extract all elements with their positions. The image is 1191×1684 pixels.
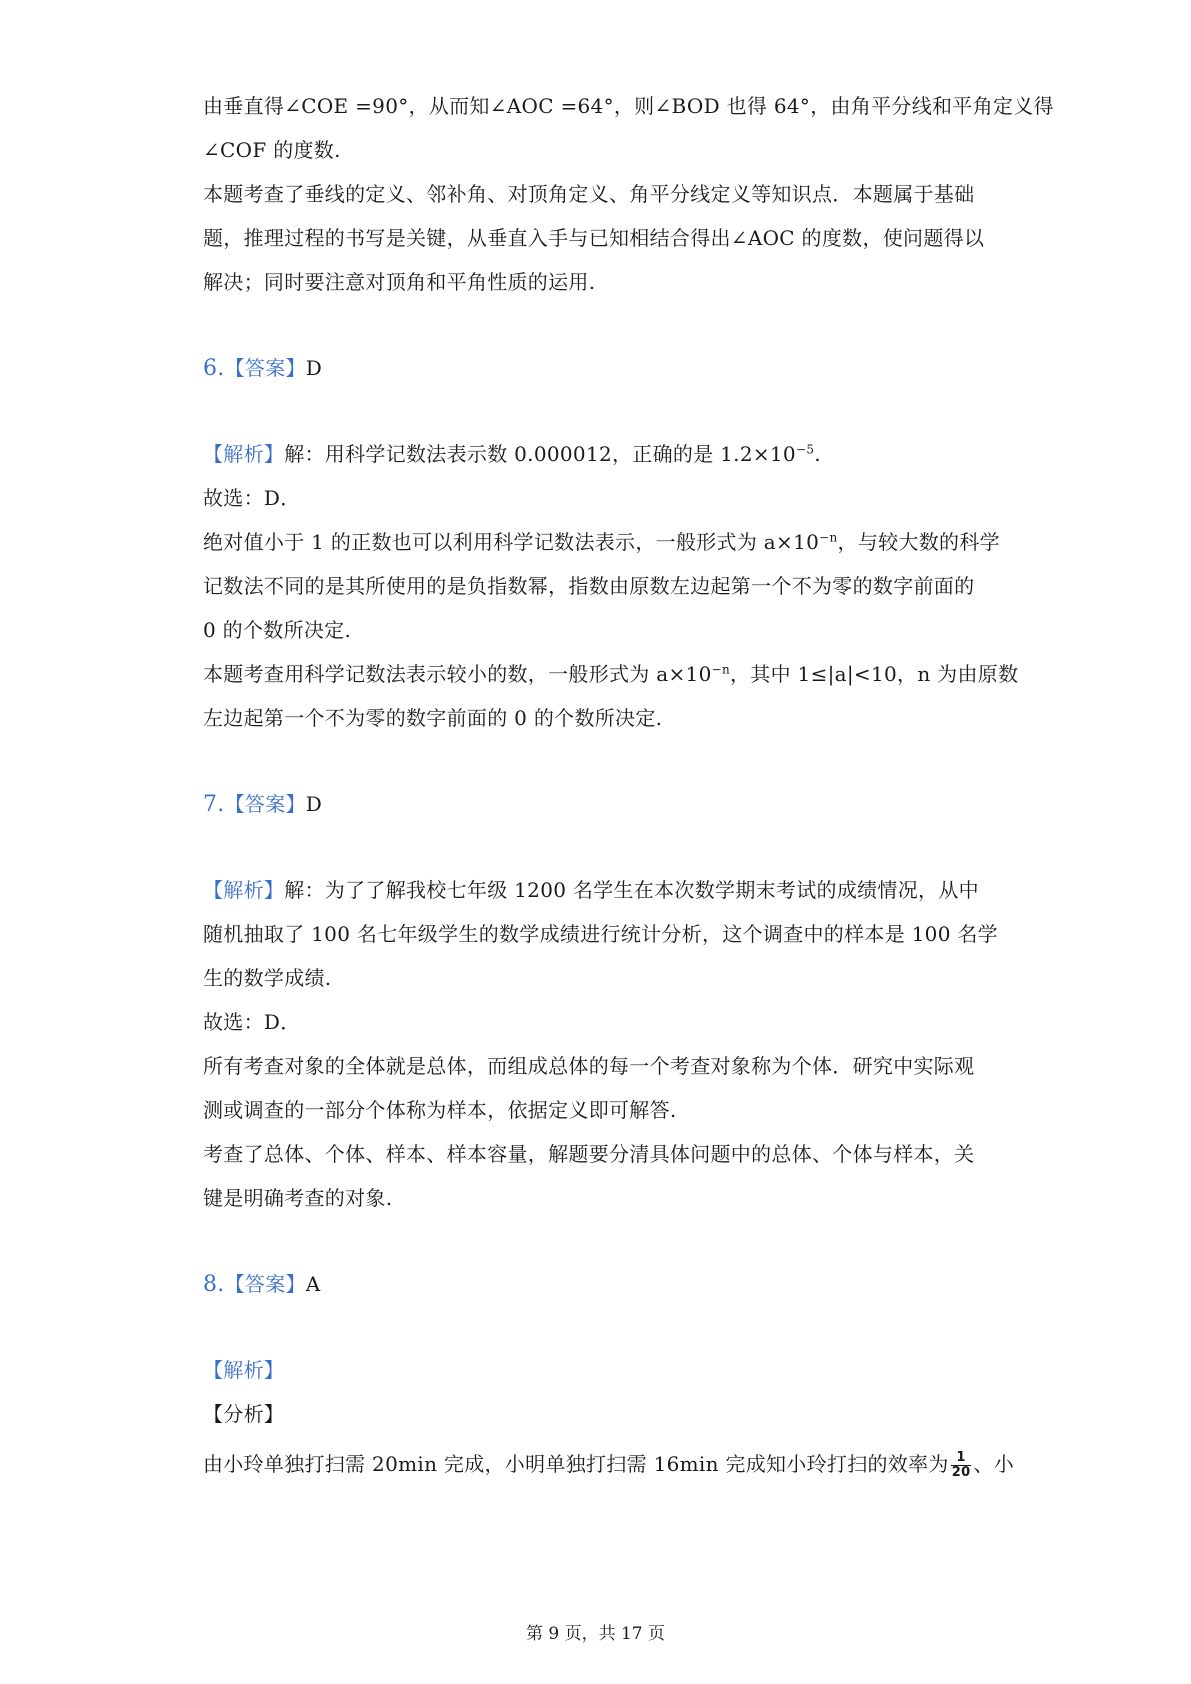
q8-line-1: 由小玲单独打扫需 20min 完成，小明单独打扫需 16min 完成知小玲打扫的效率为 $\frac{1}{20}$ 、小	[203, 1450, 1015, 1480]
q6-answer: D	[305, 356, 323, 380]
q7-line-5: 所有考查对象的全体就是总体，而组成总体的每一个考查对象称为个体．研究中实际观	[203, 1054, 975, 1078]
answer-label: 【答案】	[224, 792, 306, 816]
answer-label: 【答案】	[224, 1272, 306, 1296]
q6-answer-line	[203, 354, 1003, 383]
q7-answer: D	[305, 792, 323, 816]
analysis-label: 【解析】	[203, 442, 285, 466]
intro-line-3: 本题考查了垂线的定义、邻补角、对顶角定义、角平分线定义等知识点．本题属于基础	[203, 182, 975, 206]
answer-label: 【答案】	[224, 356, 306, 380]
intro-line-1: 由垂直得∠COE =90°，从而知∠AOC =64°，则∠BOD 也得 64°，由角平分线和平角定义得	[203, 94, 1054, 118]
q7-line-2: 随机抽取了 100 名七年级学生的数学成绩进行统计分析，这个调查中的样本是 100 名学	[203, 922, 998, 946]
intro-line-2: ∠COF 的度数.	[203, 138, 341, 162]
q6-number: 6.	[203, 356, 225, 381]
intro-line-5: 解决；同时要注意对顶角和平角性质的运用.	[203, 270, 596, 294]
q7-line-3: 生的数学成绩.	[203, 966, 332, 990]
q8-number: 8.	[203, 1272, 225, 1297]
q6-line-4: 记数法不同的是其所使用的是负指数幂，指数由原数左边起第一个不为零的数字前面的	[203, 574, 975, 598]
q6-analysis-line-1: 【解析】解：用科学记数法表示数 0.000012，正确的是 $1.2\times 10^{-5}$.	[203, 442, 821, 466]
q8-answer: A	[305, 1272, 321, 1296]
q7-line-6: 测或调查的一部分个体称为样本，依据定义即可解答.	[203, 1098, 677, 1122]
q6-line-6: 本题考查用科学记数法表示较小的数，一般形式为 $a\times 10^{-n}$，其中 1≤|a|<10，n 为由原数	[203, 662, 1019, 686]
q8-answer-line	[203, 1270, 1003, 1299]
q7-line-8: 键是明确考查的对象.	[203, 1186, 393, 1210]
q6-line-3: 绝对值小于 1 的正数也可以利用科学记数法表示，一般形式为 $a\times 10^{-n}$，与较大数的科学	[203, 530, 1000, 554]
q7-analysis-line-1: 【解析】解：为了了解我校七年级 1200 名学生在本次数学期末考试的成绩情况，从中	[203, 878, 979, 902]
q6-line-2: 故选：D．	[203, 486, 301, 510]
q6-line-5: 0 的个数所决定.	[203, 618, 352, 642]
page-footer: 第 9 页，共 17 页	[525, 1624, 666, 1644]
q8-analysis-label: 【解析】	[203, 1358, 285, 1382]
q7-line-4: 故选：D．	[203, 1010, 301, 1034]
q8-fenxi-label: 【分析】	[203, 1402, 285, 1426]
analysis-label: 【解析】	[203, 878, 285, 902]
q6-line-7: 左边起第一个不为零的数字前面的 0 的个数所决定.	[203, 706, 663, 730]
q7-number: 7.	[203, 792, 225, 817]
intro-line-4: 题，推理过程的书写是关键，从垂直入手与已知相结合得出∠AOC 的度数，使问题得以	[203, 226, 985, 250]
q7-line-7: 考查了总体、个体、样本、样本容量，解题要分清具体问题中的总体、个体与样本，关	[203, 1142, 975, 1166]
q7-answer-line	[203, 790, 1003, 819]
fraction: $\frac{1}{20}$	[951, 1450, 971, 1480]
